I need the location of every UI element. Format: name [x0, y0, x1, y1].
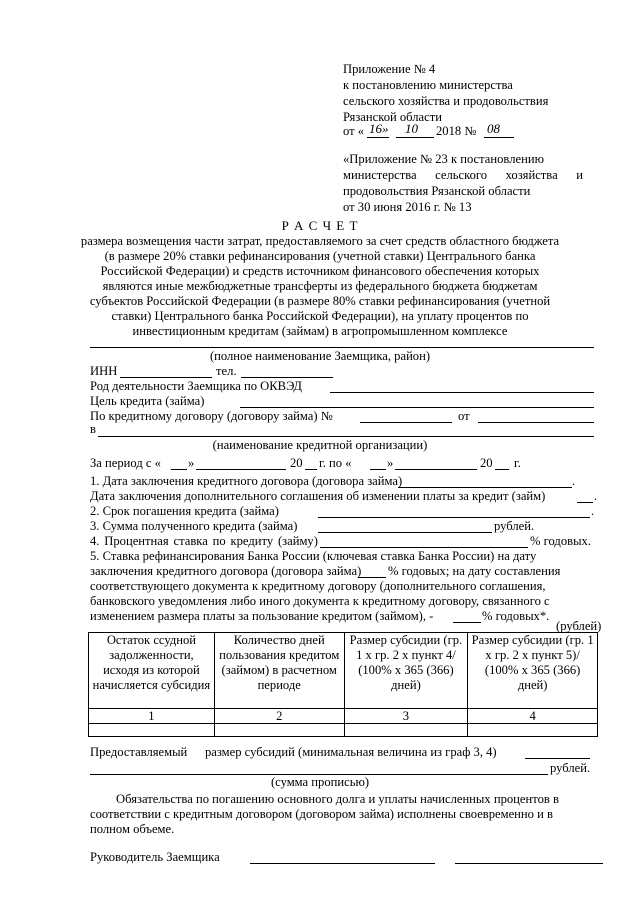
period-to-day-field[interactable]	[370, 469, 386, 470]
header-subsidy-item-4: Размер субсидии (гр. 1 х гр. 2 х пункт 4/ (100% х 365 (366) дней)	[344, 633, 468, 709]
item-4-word-2: Процентная	[104, 534, 169, 548]
subsidy-table	[88, 632, 598, 737]
header-days: Количество дней пользования кредитом (займом) в расчетном периоде	[214, 633, 344, 709]
ref-appendix-line-2	[343, 168, 583, 183]
column-number-1: 1	[89, 709, 215, 724]
item-3-label: 3. Сумма полученного кредита (займа)	[90, 519, 298, 533]
item-3-field[interactable]	[318, 532, 492, 533]
tel-label: тел.	[216, 364, 237, 378]
document-title: Р А С Ч Е Т	[281, 218, 359, 233]
ref-word-2: сельского	[435, 168, 488, 182]
contract-number-field[interactable]	[360, 422, 452, 423]
purpose-field[interactable]	[240, 407, 594, 408]
provided-label-a: Предоставляемый	[90, 745, 188, 759]
item-2-end: .	[591, 504, 595, 518]
ref-appendix-line-4: от 30 июня 2016 г. № 13	[343, 200, 472, 214]
item-3-end: рублей.	[494, 519, 535, 533]
appendix-line-1: Приложение № 4	[343, 62, 436, 76]
item-4-end: % годовых.	[530, 534, 591, 548]
subtitle-line-2: (в размере 20% ставки рефинансирования (учетной ставки) Центрального банка	[104, 249, 536, 263]
sum-caption: (сумма прописью)	[270, 775, 370, 789]
item-1-end: .	[572, 474, 576, 488]
date-month-line	[396, 137, 434, 138]
appendix-date-day: 16»	[369, 121, 389, 136]
table-unit: (рублей)	[556, 619, 602, 633]
activity-label: Род деятельности Заемщика по ОКВЭД	[90, 379, 302, 393]
item-4-word-5: кредиту	[230, 534, 274, 548]
item-1b-end: .	[594, 489, 598, 503]
appendix-date-month: 10	[405, 121, 418, 136]
appendix-line-2: к постановлению министерства	[343, 78, 513, 92]
provided-amount-field[interactable]	[525, 758, 590, 759]
appendix-date-year: 2018 №	[436, 124, 477, 138]
item-5-rate-field-2[interactable]	[453, 622, 481, 623]
obligation-line-2: соответствии с кредитным договором (договором займа) исполнены своевременно и в	[90, 807, 553, 821]
tel-field[interactable]	[241, 377, 333, 378]
item-5-line-2b: % годовых; на дату составления	[388, 564, 561, 578]
item-1b-field[interactable]	[577, 502, 593, 503]
period-year-2: 20	[480, 456, 493, 470]
purpose-label: Цель кредита (займа)	[90, 394, 205, 408]
item-1-field[interactable]	[398, 487, 572, 488]
item-5-rate-field-1[interactable]	[358, 577, 386, 578]
head-name-field[interactable]	[455, 863, 603, 864]
period-to-month-field[interactable]	[395, 469, 477, 470]
cell-debt-balance[interactable]	[89, 724, 215, 737]
item-4-word-4: по	[212, 534, 226, 548]
inn-field[interactable]	[120, 377, 212, 378]
item-4-word-6: (займу)	[277, 534, 318, 548]
appendix-date-number: 08	[487, 121, 500, 136]
ref-word-4: и	[576, 168, 583, 182]
head-label: Руководитель Заемщика	[90, 850, 220, 864]
subtitle-line-1: размера возмещения части затрат, предоставляемого за счет средств областного бюджета	[80, 234, 560, 248]
borrower-name-line[interactable]	[90, 347, 594, 348]
item-1-label: 1. Дата заключения кредитного договора (договора займа)	[90, 474, 403, 488]
item-5-line-5b: % годовых*.	[482, 609, 550, 623]
item-2-label: 2. Срок погашения кредита (займа)	[90, 504, 279, 518]
item-5-line-1: 5. Ставка рефинансирования Банка России (ключевая ставка Банка России) на дату	[90, 549, 537, 563]
head-signature-field[interactable]	[250, 863, 435, 864]
appendix-date-prefix: от «	[343, 124, 365, 138]
period-quote-2: »	[387, 456, 394, 470]
subtitle-line-3: Российской Федерации) и средств источником финансового обеспечения которых	[100, 264, 540, 278]
ref-appendix-line-1: «Приложение № 23 к постановлению	[343, 152, 544, 166]
item-1b-label: Дата заключения дополнительного соглашения об изменении платы за кредит (займ)	[90, 489, 546, 503]
credit-org-prefix: в	[90, 422, 96, 436]
credit-org-field[interactable]	[98, 436, 594, 437]
item-5-line-4: банковского уведомления либо иного документа к кредитному договору, связанного с	[90, 594, 550, 608]
header-subsidy-item-5: Размер субсидии (гр. 1 х гр. 2 х пункт 5)/ (100% х 365 (366) дней)	[468, 633, 598, 709]
contract-from-label: от	[458, 409, 470, 423]
item-4-field[interactable]	[320, 547, 528, 548]
ref-word-3: хозяйства	[505, 168, 558, 182]
subtitle-line-7: инвестиционным кредитам (займам) в агропромышленном комплексе	[132, 324, 508, 338]
column-number-2: 2	[214, 709, 344, 724]
obligation-line-1: Обязательства по погашению основного долга и уплаты начисленных процентов в	[116, 792, 559, 806]
item-5-line-5a: изменением размера платы за пользование кредитом (займом), -	[90, 609, 434, 623]
column-number-4: 4	[468, 709, 598, 724]
subtitle-line-4: являются иные межбюджетные трансферты из федерального бюджета бюджетам	[102, 279, 538, 293]
period-label: За период с «	[90, 456, 161, 470]
subtitle-line-6: ставки) Центрального банка Российской Федерации), на уплату процентов по	[111, 309, 529, 323]
item-4-label	[90, 534, 318, 549]
period-g: г.	[514, 456, 521, 470]
ref-word-1: министерства	[343, 168, 417, 182]
item-5-line-2a: заключения кредитного договора (договора займа)	[90, 564, 362, 578]
appendix-line-4: Рязанской области	[343, 110, 442, 124]
cell-days[interactable]	[214, 724, 344, 737]
inn-label: ИНН	[90, 364, 118, 378]
date-number-line	[484, 137, 514, 138]
period-from-year-field[interactable]	[305, 469, 317, 470]
date-day-line	[367, 137, 389, 138]
period-g-po: г. по «	[319, 456, 352, 470]
activity-field[interactable]	[330, 392, 594, 393]
appendix-line-3: сельского хозяйства и продовольствия	[343, 94, 549, 108]
cell-subsidy-4[interactable]	[468, 724, 598, 737]
period-quote-1: »	[188, 456, 195, 470]
obligation-line-3: полном объеме.	[90, 822, 175, 836]
item-5-line-3: соответствующего документа к кредитному договору (дополнительного соглашения,	[90, 579, 546, 593]
provided-label-b: размер субсидий (минимальная величина из граф 3, 4)	[205, 745, 497, 759]
period-from-month-field[interactable]	[196, 469, 286, 470]
subtitle-line-5: субъектов Российской Федерации (в размере 80% ставки рефинансирования (учетной	[89, 294, 551, 308]
borrower-caption: (полное наименование Заемщика, район)	[209, 349, 431, 363]
column-number-3: 3	[344, 709, 468, 724]
contract-label: По кредитному договору (договору займа) №	[90, 409, 333, 423]
cell-subsidy-3[interactable]	[344, 724, 468, 737]
period-from-day-field[interactable]	[171, 469, 187, 470]
item-4-word-3: ставка	[173, 534, 208, 548]
credit-org-caption: (наименование кредитной организации)	[212, 438, 428, 452]
ref-appendix-line-3: продовольствия Рязанской области	[343, 184, 531, 198]
item-2-field[interactable]	[318, 517, 590, 518]
item-4-word-1: 4.	[90, 534, 100, 548]
contract-date-field[interactable]	[478, 422, 594, 423]
rubles-label: рублей.	[550, 761, 591, 775]
header-debt-balance: Остаток ссудной задолженности, исходя из которой начисляется субсидия	[89, 633, 215, 709]
period-year-1: 20	[290, 456, 303, 470]
period-to-year-field[interactable]	[495, 469, 509, 470]
